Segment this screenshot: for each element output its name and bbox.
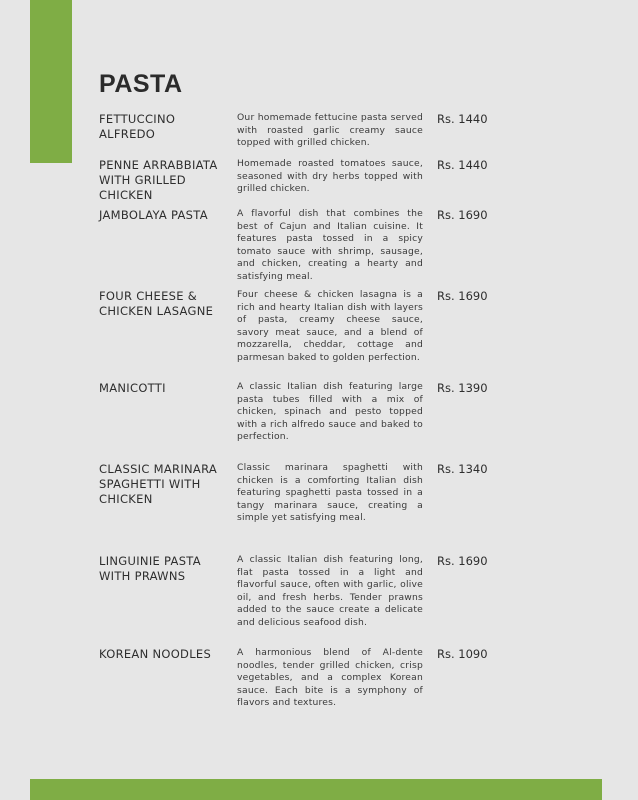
- menu-item-description: Our homemade fettucine pasta served with roasted garlic creamy sauce topped with grilled chicken.: [237, 112, 423, 149]
- green-accent-bar-top: [30, 0, 72, 163]
- menu-item-description: A classic Italian dish featuring large pasta tubes filled with a mix of chicken, spinach and pesto topped with a rich alfredo sauce and baked to perfection.: [237, 381, 423, 443]
- menu-item-name: LINGUINIE PASTA WITH PRAWNS: [99, 554, 201, 583]
- menu-item-price: Rs. 1690: [437, 289, 488, 303]
- menu-item-description: A classic Italian dish featuring long, flat pasta tossed in a light and flavorful sauce, often with garlic, olive oil, and fresh herbs. Tender prawns added to the sauce create a delicate and delicious seafood dish.: [237, 554, 423, 628]
- menu-item-name: FETTUCCINO ALFREDO: [99, 112, 176, 141]
- menu-item-description: Homemade roasted tomatoes sauce, seasoned with dry herbs topped with grilled chicken.: [237, 158, 423, 195]
- section-title: PASTA: [99, 70, 183, 98]
- menu-item-price: Rs. 1390: [437, 381, 488, 395]
- menu-item-name: FOUR CHEESE & CHICKEN LASAGNE: [99, 289, 214, 318]
- menu-item-price: Rs. 1090: [437, 647, 488, 661]
- menu-item-name: JAMBOLAYA PASTA: [99, 208, 208, 222]
- menu-item-price: Rs. 1440: [437, 158, 488, 172]
- menu-item-name: PENNE ARRABBIATA WITH GRILLED CHICKEN: [99, 158, 218, 202]
- menu-item-description: A harmonious blend of Al-dente noodles, tender grilled chicken, crisp vegetables, and a complex Korean sauce. Each bite is a symphony of flavors and textures.: [237, 647, 423, 709]
- green-accent-bar-bottom: [30, 779, 602, 800]
- menu-item-name: MANICOTTI: [99, 381, 166, 395]
- menu-item-name: CLASSIC MARINARA SPAGHETTI WITH CHICKEN: [99, 462, 218, 506]
- menu-item-description: A flavorful dish that combines the best of Cajun and Italian cuisine. It features pasta tossed in a spicy tomato sauce with shrimp, sausage, and chicken, creating a hearty and satisfying meal.: [237, 208, 423, 282]
- menu-item-price: Rs. 1440: [437, 112, 488, 126]
- menu-item-price: Rs. 1340: [437, 462, 488, 476]
- menu-item-price: Rs. 1690: [437, 554, 488, 568]
- menu-item-description: Classic marinara spaghetti with chicken is a comforting Italian dish featuring spaghetti pasta tossed in a tangy marinara sauce, creating a simple yet satisfying meal.: [237, 462, 423, 524]
- menu-item-description: Four cheese & chicken lasagna is a rich and hearty Italian dish with layers of pasta, creamy cheese sauce, savory meat sauce, and a blend of mozzarella, cheddar, cottage and parmesan baked to golden perfection.: [237, 289, 423, 363]
- menu-item-name: KOREAN NOODLES: [99, 647, 212, 661]
- menu-item-price: Rs. 1690: [437, 208, 488, 222]
